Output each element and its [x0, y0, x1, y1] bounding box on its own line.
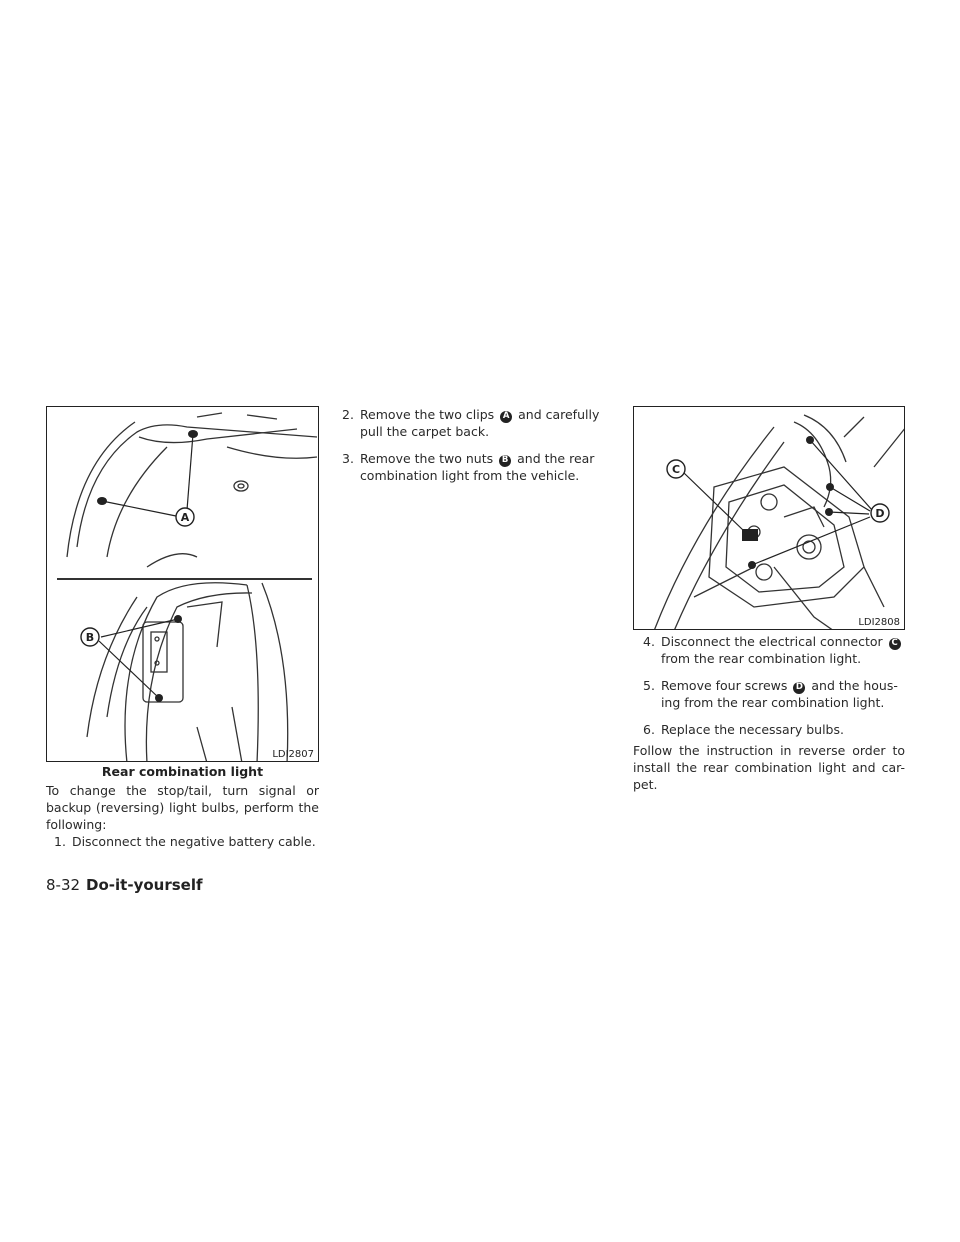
- intro-paragraph: To change the stop/tail, turn signal or backup (reversing) light bulbs, perform the following:: [46, 783, 319, 832]
- figure-code: LDI2807: [272, 749, 314, 760]
- step-number: 1.: [54, 834, 66, 849]
- step-text: Disconnect the negative battery cable.: [71, 834, 316, 849]
- step-3: [342, 450, 613, 484]
- step-text-before: Remove the two nuts: [359, 451, 494, 466]
- step-number: 3.: [342, 451, 354, 466]
- middle-column-text: [342, 406, 613, 494]
- callout-b: [81, 628, 99, 646]
- step-text-after: from the rear combination light.: [660, 651, 862, 666]
- page-footer: [46, 876, 203, 894]
- svg-text:C: C: [671, 463, 681, 476]
- trunk-illustration: [47, 407, 319, 762]
- step-5: [633, 677, 905, 711]
- section-title: Do-it-yourself: [86, 876, 203, 894]
- svg-text:A: A: [180, 511, 190, 524]
- step-6: [633, 721, 905, 738]
- svg-text:D: D: [875, 507, 885, 520]
- page-number: 8-32: [46, 876, 81, 894]
- step-text-after: and carefully pull the carpet back.: [359, 407, 600, 439]
- callout-a-icon: A: [500, 411, 512, 423]
- step-number: 4.: [643, 634, 655, 649]
- callout-a: [176, 508, 194, 526]
- step-2: [342, 406, 613, 440]
- callout-c-icon: C: [889, 638, 901, 650]
- figure-code: LDI2808: [858, 617, 900, 628]
- step-1: [46, 833, 319, 850]
- closing-paragraph: Follow the instruction in reverse order to install the rear combination light and car-pet.: [633, 743, 905, 792]
- step-4: [633, 633, 905, 667]
- callout-c: [667, 460, 685, 478]
- step-number: 6.: [643, 722, 655, 737]
- figure-caption: Rear combination light: [101, 764, 264, 779]
- step-text-before: Remove the two clips: [359, 407, 495, 422]
- svg-text:B: B: [85, 631, 95, 644]
- callout-b-icon: B: [499, 455, 511, 467]
- callout-d-icon: D: [793, 682, 805, 694]
- callout-d: [871, 504, 889, 522]
- figure-rear-combination-light-housing: [633, 406, 905, 630]
- light-housing-illustration: [634, 407, 905, 630]
- left-column-text: [46, 782, 319, 860]
- step-text-before: Disconnect the electrical connector: [660, 634, 883, 649]
- step-number: 5.: [643, 678, 655, 693]
- step-text-after: and the hous-ing from the rear combination light.: [660, 678, 898, 710]
- step-text: Replace the necessary bulbs.: [660, 722, 844, 737]
- step-text-after: and the rear combination light from the vehicle.: [359, 451, 595, 483]
- step-number: 2.: [342, 407, 354, 422]
- step-text-before: Remove four screws: [660, 678, 788, 693]
- figure-rear-combination-light-access: [46, 406, 319, 762]
- right-column-text: [633, 633, 905, 793]
